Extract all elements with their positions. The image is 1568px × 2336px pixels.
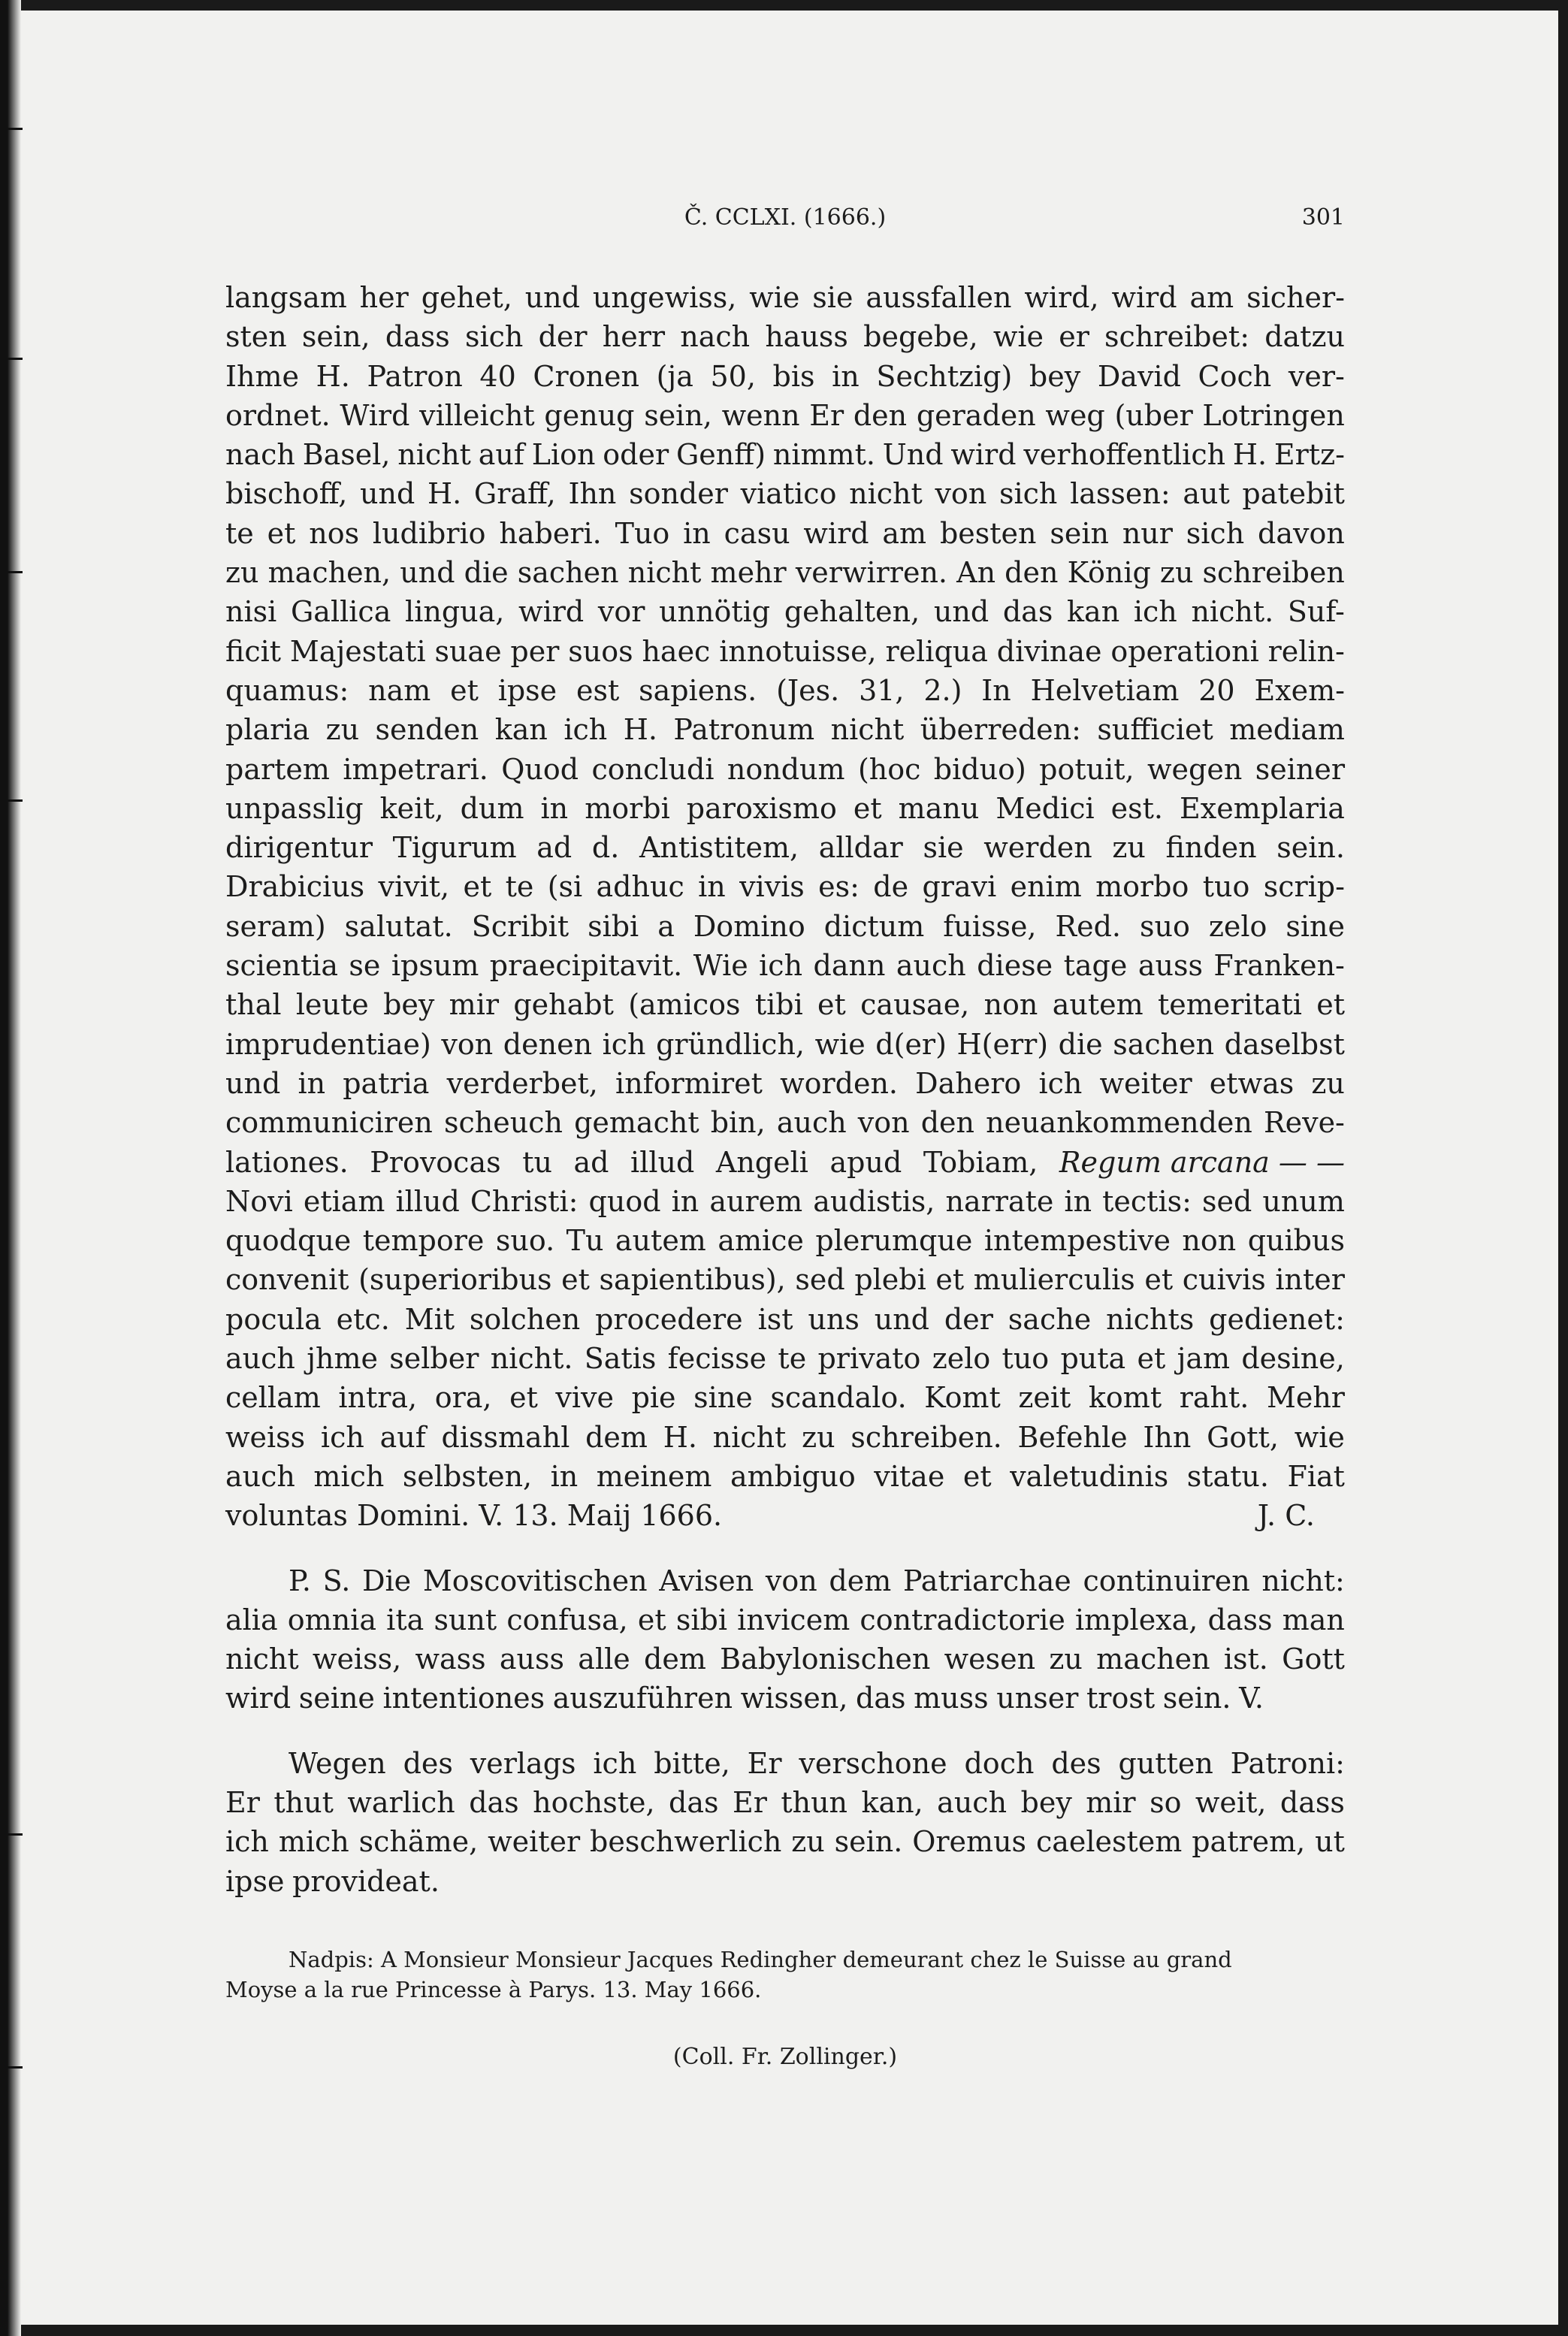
- text-line: ordnet. Wird villeicht genug sein, wenn Er den geraden weg (uber Lotringen: [225, 398, 1345, 432]
- text-line: seram) salutat. Scribit sibi a Domino dictum fuisse, Red. suo zelo sine: [225, 909, 1345, 943]
- text-line: Drabicius vivit, et te (si adhuc in vivis es: de gravi enim morbo tuo scrip-: [225, 870, 1345, 904]
- running-header: [225, 204, 1345, 234]
- text-line: imprudentiae) von denen ich gründlich, wie d(er) H(err) die sachen daselbst: [225, 1027, 1345, 1061]
- text-line: nisi Gallica lingua, wird vor unnötig gehalten, und das kan ich nicht. Suf-: [225, 595, 1345, 629]
- text-line: te et nos ludibrio haberi. Tuo in casu wird am besten sein nur sich davon: [225, 516, 1345, 550]
- scan-binding-edge: [0, 0, 21, 2336]
- text-line: communiciren scheuch gemacht bin, auch von den neuankommenden Reve-: [225, 1106, 1345, 1140]
- document-page: [11, 11, 1558, 2325]
- text-line: quamus: nam et ipse est sapiens. (Jes. 31, 2.) In Helvetiam 20 Exem-: [225, 673, 1345, 707]
- text-line: voluntas Domini. V. 13. Maij 1666. J. C.: [225, 1496, 1345, 1535]
- postscript-paragraph: [225, 1561, 1345, 1718]
- text-line: Ihme H. Patron 40 Cronen (ja 50, bis in Sechtzig) bey David Coch ver-: [225, 359, 1345, 393]
- text-line: bischoff, und H. Graff, Ihn sonder viatico nicht von sich lassen: aut patebit: [225, 477, 1345, 511]
- text-line: wird seine intentiones auszuführen wissen, das muss unser trost sein. V.: [225, 1682, 1264, 1715]
- text-line: partem impetrari. Quod concludi nondum (hoc biduo) potuit, wegen seiner: [225, 752, 1345, 786]
- text-line: ficit Majestati suae per suos haec innotuisse, reliqua divinae operationi relin-: [225, 634, 1345, 668]
- collection-note: (Coll. Fr. Zollinger.): [672, 2044, 898, 2070]
- text-line: thal leute bey mir gehabt (amicos tibi et causae, non autem temeritati et: [225, 988, 1345, 1022]
- text-line: Wegen des verlags ich bitte, Er verschone doch des gutten Patroni:: [289, 1746, 1345, 1780]
- second-postscript-paragraph: [225, 1744, 1345, 1901]
- text-line: lationes. Provocas tu ad illud Angeli apud Tobiam, Regum arcana — —: [225, 1143, 1345, 1182]
- address-line: Moyse a la rue Princesse à Parys. 13. May 1666.: [225, 1977, 762, 2002]
- text-line: unpasslig keit, dum in morbi paroxismo et manu Medici est. Exemplaria: [225, 791, 1345, 825]
- text-line: ipse provideat.: [225, 1864, 440, 1898]
- text-line: weiss ich auf dissmahl dem H. nicht zu schreiben. Befehle Ihn Gott, wie: [225, 1420, 1345, 1454]
- page-number: 301: [1301, 204, 1345, 231]
- italic-phrase: Regum arcana — —: [1059, 1145, 1345, 1179]
- header-title: Č. CCLXI. (1666.): [684, 204, 887, 231]
- address-line: Nadpis: A Monsieur Monsieur Jacques Redingher demeurant chez le Suisse au grand: [289, 1947, 1232, 1972]
- text-line: cellam intra, ora, et vive pie sine scandalo. Komt zeit komt raht. Mehr: [225, 1381, 1345, 1415]
- text-line: zu machen, und die sachen nicht mehr verwirren. An den König zu schreiben: [225, 556, 1345, 590]
- text-line: und in patria verderbet, informiret worden. Dahero ich weiter etwas zu: [225, 1066, 1345, 1100]
- text-line: auch mich selbsten, in meinem ambiguo vitae et valetudinis statu. Fiat: [225, 1459, 1345, 1493]
- text-line: dirigentur Tigurum ad d. Antistitem, alldar sie werden zu finden sein.: [225, 831, 1345, 865]
- text-line: sten sein, dass sich der herr nach hauss begebe, wie er schreibet: datzu: [225, 320, 1345, 354]
- text-line: Novi etiam illud Christi: quod in aurem audistis, narrate in tectis: sed unum: [225, 1184, 1345, 1218]
- text-line: nach Basel, nicht auf Lion oder Genff) nimmt. Und wird verhoffentlich H. Ertz-: [225, 438, 1345, 472]
- text-line: pocula etc. Mit solchen procedere ist uns und der sache nichts gedienet:: [225, 1302, 1345, 1336]
- text-line: scientia se ipsum praecipitavit. Wie ich dann auch diese tage auss Franken-: [225, 949, 1345, 983]
- text-line: nicht weiss, wass auss alle dem Babylonischen wesen zu machen ist. Gott: [225, 1642, 1345, 1676]
- text-line: P. S. Die Moscovitischen Avisen von dem Patriarchae continuiren nicht:: [289, 1564, 1345, 1597]
- main-paragraph: [225, 278, 1345, 1536]
- letter-body: [225, 278, 1345, 1901]
- text-line: ich mich schäme, weiter beschwerlich zu sein. Oremus caelestem patrem, ut: [225, 1825, 1345, 1859]
- signature: J. C.: [1257, 1499, 1315, 1533]
- text-line: plaria zu senden kan ich H. Patronum nicht überreden: sufficiet mediam: [225, 713, 1345, 747]
- text-line: Er thut warlich das hochste, das Er thun kan, auch bey mir so weit, dass: [225, 1785, 1345, 1819]
- text-line: quodque tempore suo. Tu autem amice plerumque intempestive non quibus: [225, 1224, 1345, 1258]
- text-line: convenit (superioribus et sapientibus), sed plebi et mulierculis et cuivis inter: [225, 1263, 1345, 1297]
- text-line: alia omnia ita sunt confusa, et sibi invicem contradictorie implexa, dass man: [225, 1603, 1345, 1636]
- text-line: langsam her gehet, und ungewiss, wie sie aussfallen wird, wird am sicher-: [225, 281, 1345, 314]
- address-note: [225, 1945, 1345, 2005]
- text-line: auch jhme selber nicht. Satis fecisse te privato zelo tuo puta et jam desine,: [225, 1342, 1345, 1376]
